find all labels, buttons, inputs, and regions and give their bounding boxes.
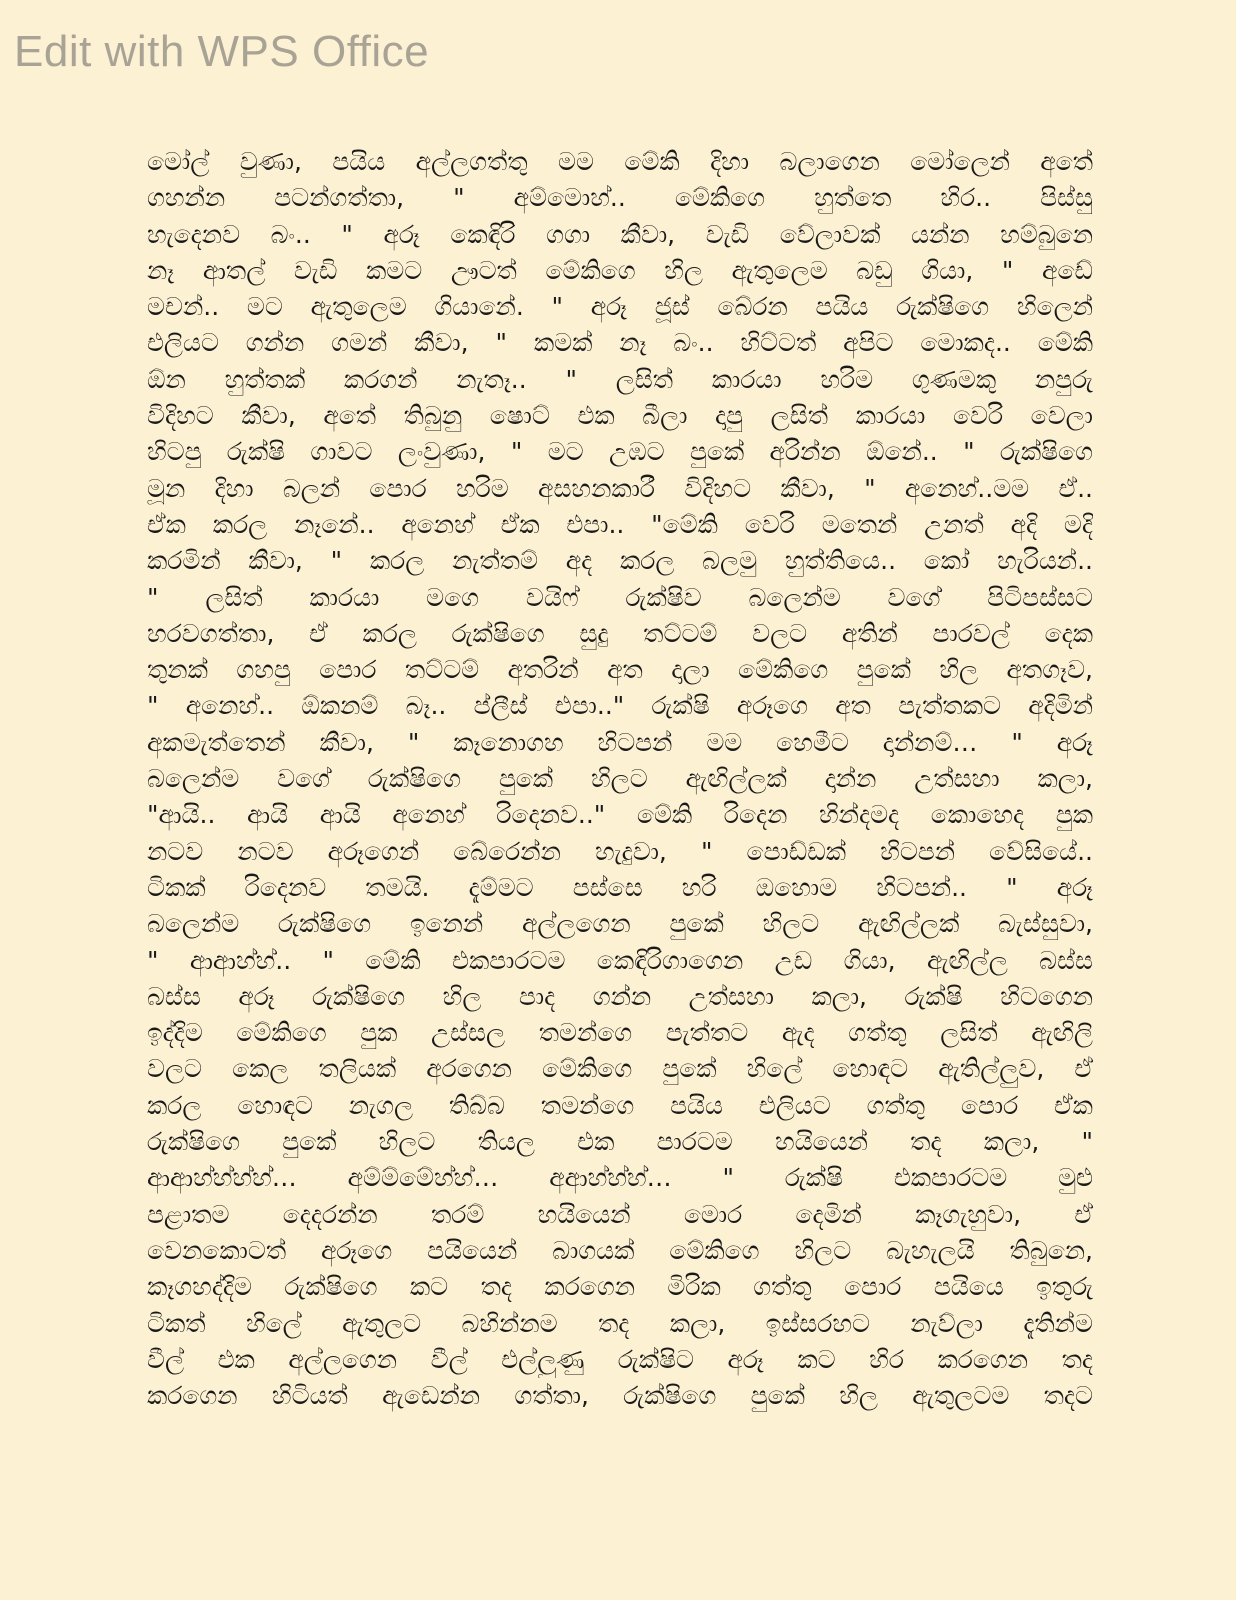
text-line: හිටපු රුක්ෂි ගාවට ලංවුණා, " මට උඹට පුකේ අරින්න ඕනේ.. " රුක්ෂිගෙ (147, 437, 1093, 467)
text-line: විදිහට කීවා, අතේ තිබුනු ෂොට් එක බීලා දාපු ලසිත් කාරයා වෙරි වෙලා (147, 401, 1093, 431)
text-line: බස්ස අරූ රුක්ෂිගෙ හිල පාද ගන්න උත්සහා කලා, රුක්ෂි හිටගෙන (147, 981, 1093, 1011)
text-line: හරවගත්තා, ඒ කරල රුක්ෂිගෙ සුදු තට්ටම් වලට අතින් පාරවල් දෙක (147, 618, 1093, 648)
text-line: පළාතම දෙදරන්න තරම් හයියෙන් මොර දෙමින් කෑගැහුවා, ඒ (147, 1199, 1093, 1229)
text-line: නටව නටව අරූගෙන් බේරෙන්න හැදුවා, " පොඩ්ඩක් හිටපන් වේසියේ.. (147, 836, 1093, 866)
text-line: අකමැත්තෙන් කීවා, " කෑනොගහ හිටපන් මම හෙමීට දාන්නම්… " අරූ (147, 727, 1093, 757)
text-line: ඉද්දිම මේකිගෙ පුක උස්සල තමන්ගෙ පැත්තට ඇද ගත්තු ලසිත් ඇඟිලි (147, 1018, 1093, 1048)
text-line: ඒක කරල නෑනේ.. අනෙහ් ඒක එපා.. "මේකි වෙරි මතෙන් උනත් අදි මදි (147, 509, 1093, 539)
text-line: කරගෙන හිටියත් ඇඩෙන්න ගත්තා, රුක්ෂිගෙ පුකේ හිල ඇතුලටම තදට (147, 1381, 1093, 1411)
text-line: රුක්ෂිගෙ පුකේ හිලට තියල එක පාරටම හයියෙන් තද කලා, " (147, 1127, 1093, 1157)
text-line: " ආආහ්හ්.. " මේකි එකපාරටම කෙඳිරිගාගෙන උඩ ගියා, ඇඟිල්ල බස්ස (147, 945, 1093, 975)
text-line: තුනක් ගහපු පොර තට්ටම් අතරින් අත දාලා මේකිගෙ පුකේ හිල අතගෑව, (147, 655, 1093, 685)
text-line: ආආහ්හ්හ්හ්… අම්ම්මේහ්හ්… අආහ්හ්හ්… " රුක්ෂි එකපාරටම මුළු (147, 1163, 1093, 1193)
text-line: බලෙන්ම වගේ රුක්ෂිගෙ පුකේ හිලට ඇඟිල්ලක් දාන්න උත්සහා කලා, (147, 764, 1093, 794)
text-line: වලට කෙල තලියක් අරගෙන මේකිගෙ පුකේ හිලේ හොඳට ඇතිල්ලුව, ඒ (147, 1054, 1093, 1084)
text-line: මෝල් වුණා, පයිය අල්ලගත්තු මම මේකි දිහා බලාගෙන මෝලෙන් අතේ (147, 147, 1093, 176)
text-line: මචන්.. මට ඇතුලෙම ගියානේ. " අරූ ජූස් බේරන පයිය රුක්ෂිගෙ හිලෙන් (147, 292, 1093, 322)
text-line: කෑගහද්දිම රුක්ෂිගෙ කට තද කරගෙන මිරික ගත්තු පොර පයියෙ ඉතුරු (147, 1272, 1093, 1302)
text-line: බලෙන්ම රුක්ෂිගෙ ඉනෙන් අල්ලගෙන පුකේ හිලට ඇඟිල්ලක් බැස්සුවා, (147, 909, 1093, 939)
text-line: " අනෙහ්.. ඕකනම් බෑ.. ප්ලීස් එපා.." රුක්ෂි අරූගෙ අත පැත්තකට අදිමින් (147, 691, 1093, 721)
text-line: ගහන්න පටන්ගත්තා, " අම්මොහ්.. මේකිගෙ හුත්තෙ හිර.. පිස්සු (147, 183, 1093, 213)
text-line: නෑ ආතල් වැඩි කමට ඌටත් මේකිගෙ හිල ඇතුලෙම බඩු ගියා, " අඩේ (147, 255, 1093, 285)
text-line: එලියට ගන්න ගමන් කීවා, " කමක් නෑ බං.. හිට්ටත් අපිට මොකද.. මේකි (147, 328, 1093, 358)
text-line: කරමින් කීවා, " කරල නැත්තම් අද කරල බලමු හුත්තියෙ.. කෝ හැරියන්.. (147, 546, 1093, 576)
text-line: කරල හොඳට නැගල තිබ්බ තමන්ගෙ පයිය එලියට ගත්තු පොර ඒක (147, 1090, 1093, 1120)
text-line: " ලසිත් කාරයා මගෙ වයිෆ් රුක්ෂිව බලෙන්ම වගේ පිටිපස්සට (147, 582, 1093, 612)
text-line: ඕන හුත්තක් කරගන් නැතෑ.. " ලසිත් කාරයා හරිම ගුණමකු නපුරු (147, 364, 1093, 394)
text-line: හැදෙනව බං.. " අරූ කෙඳිරි ගගා කීවා, වැඩි වේලාවක් යන්න හම්බුනෙ (147, 219, 1093, 249)
text-line: "ආයි.. ආයි ආයි අනෙහ් රිදෙනව.." මේකි රිදෙන හින්දමද කොහෙද පුක (147, 800, 1093, 830)
text-line: වීල් එක අල්ලගෙන වීල් එල්ලුණු රුක්ෂිට අරූ කට හිර කරගෙන තද (147, 1344, 1093, 1374)
text-line: ටිකත් හිලේ ඇතුලට බහින්නම තද කලා, ඉස්සරහට නැව්ලා දැතින්ම (147, 1308, 1093, 1338)
watermark-text: Edit with WPS Office (14, 27, 430, 76)
document-body (147, 144, 1093, 1564)
text-line: ටිකක් රිදෙනව තමයි. දැම්මට පස්සෙ හරි ඔහොම හිටපන්.. " අරූ (147, 872, 1093, 902)
text-line: මූන දිහා බලන් පොර හරිම අසහනකාරී විදිහට කීවා, " අනෙහ්..මම ඒ.. (147, 473, 1093, 503)
text-line: වෙනකොටත් අරූගෙ පයියෙන් බාගයක් මේකිගෙ හිලට බැහැලයි තිබුනෙ, (147, 1235, 1093, 1265)
